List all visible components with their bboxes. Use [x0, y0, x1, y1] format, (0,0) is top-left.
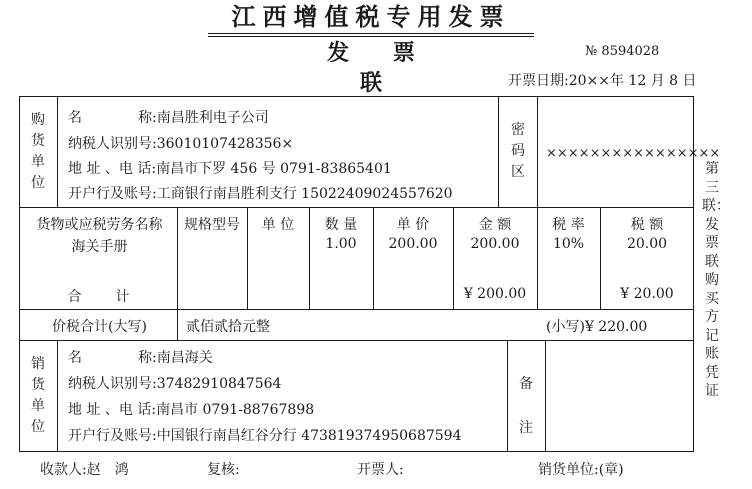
grand-total-small-value: ¥ 220.00 — [584, 319, 648, 335]
divider-total-label — [177, 309, 178, 340]
seller-address-label: 地 址 、电 话: — [68, 402, 157, 418]
seller-tax-id: 37482910847564 — [156, 376, 282, 392]
col-header-unit: 单 位 — [261, 217, 295, 233]
buyer-bank: 工商银行南昌胜利支行 15022409024557620 — [156, 186, 453, 202]
issue-date-label: 开票日期: — [508, 73, 569, 89]
item-amount: 200.00 — [470, 236, 520, 252]
divider-buyer-bottom — [19, 207, 694, 208]
remarks-label: 备注 — [519, 376, 533, 436]
col-header-price: 单 价 — [396, 217, 430, 233]
grand-total-words: 贰佰贰拾元整 — [186, 319, 270, 335]
seller-name-row — [68, 347, 213, 367]
divider-cipher-right — [537, 96, 538, 207]
buyer-address-label: 地 址 、电 话: — [68, 161, 157, 177]
divider-remarks-left — [507, 340, 508, 452]
item-name: 海关手册 — [71, 239, 128, 255]
buyer-address: 南昌市下罗 456 号 0791-83865401 — [156, 161, 392, 177]
item-qty: 1.00 — [325, 236, 357, 252]
buyer-bank-label: 开户行及账号: — [68, 186, 157, 202]
item-tax: 20.00 — [626, 236, 668, 252]
subtotal-amount: ¥ 200.00 — [463, 286, 527, 302]
item-price: 200.00 — [388, 236, 438, 252]
buyer-tax-id: 36010107428356× — [156, 136, 294, 152]
seller-bank: 中国银行南昌红谷分行 473819374950687594 — [156, 428, 462, 444]
cipher-label: 密码区 — [511, 122, 525, 180]
divider-items-bottom — [19, 309, 694, 310]
copy-side-note: 第三联：发票联 购买方记账凭证 — [702, 161, 730, 399]
seller-name-label: 名 称: — [68, 350, 157, 366]
divider-buyer-label — [57, 96, 58, 207]
divider-remarks-right — [545, 340, 546, 452]
buyer-tax-id-label: 纳税人识别号: — [68, 136, 157, 152]
seller-address-row — [68, 399, 314, 419]
reviewer-label: 复核: — [207, 462, 240, 478]
grand-total-small — [546, 316, 647, 336]
seller-address: 南昌市 0791-88767898 — [156, 402, 315, 418]
payee-name: 赵 鸿 — [86, 462, 129, 478]
buyer-name-row — [68, 107, 269, 127]
seller-section-label: 销货单位 — [31, 356, 45, 435]
item-rate: 10% — [552, 236, 585, 252]
invoice-title: 江西增值税专用发票 — [231, 2, 511, 31]
divider-cipher-left — [498, 96, 499, 207]
col-header-qty: 数 量 — [324, 217, 358, 233]
buyer-bank-row — [68, 183, 453, 203]
buyer-section-label: 购货单位 — [31, 112, 45, 191]
grand-total-small-label: (小写) — [546, 319, 585, 335]
payee — [40, 459, 129, 479]
seller-tax-id-label: 纳税人识别号: — [68, 376, 157, 392]
payee-label: 收款人: — [40, 462, 87, 478]
col-header-name: 货物或应税劳务名称 — [36, 217, 163, 233]
seller-name: 南昌海关 — [156, 350, 213, 366]
seller-stamp-label: 销货单位:(章) — [538, 462, 624, 478]
invoice-number: № 8594028 — [585, 44, 660, 59]
col-header-rate: 税 率 — [552, 217, 585, 233]
buyer-address-row — [68, 158, 392, 178]
issue-date-value: 20××年 12 月 8 日 — [568, 73, 697, 89]
invoice-subtitle: 发 票 联 — [327, 40, 433, 96]
col-header-tax: 税 额 — [630, 217, 664, 233]
issuer-label: 开票人: — [357, 462, 404, 478]
col-header-amount: 金 额 — [478, 217, 512, 233]
title-underline-top — [208, 33, 534, 34]
seller-bank-label: 开户行及账号: — [68, 428, 157, 444]
seller-bank-row — [68, 425, 462, 445]
title-underline-bottom — [208, 36, 534, 37]
buyer-name-label: 名 称: — [68, 110, 157, 126]
issue-date — [508, 70, 697, 90]
divider-seller-label — [57, 340, 58, 452]
divider-total-bottom — [19, 340, 694, 341]
grand-total-label: 价税合计(大写) — [52, 319, 147, 335]
subtotal-tax: ¥ 20.00 — [620, 286, 674, 302]
col-header-spec: 规格型号 — [184, 217, 240, 233]
seller-tax-id-row — [68, 373, 281, 393]
buyer-name: 南昌胜利电子公司 — [156, 110, 269, 126]
subtotal-label: 合 计 — [67, 289, 132, 305]
cipher-value: ×××××××××××××××× — [546, 146, 721, 161]
buyer-tax-id-row — [68, 133, 293, 153]
